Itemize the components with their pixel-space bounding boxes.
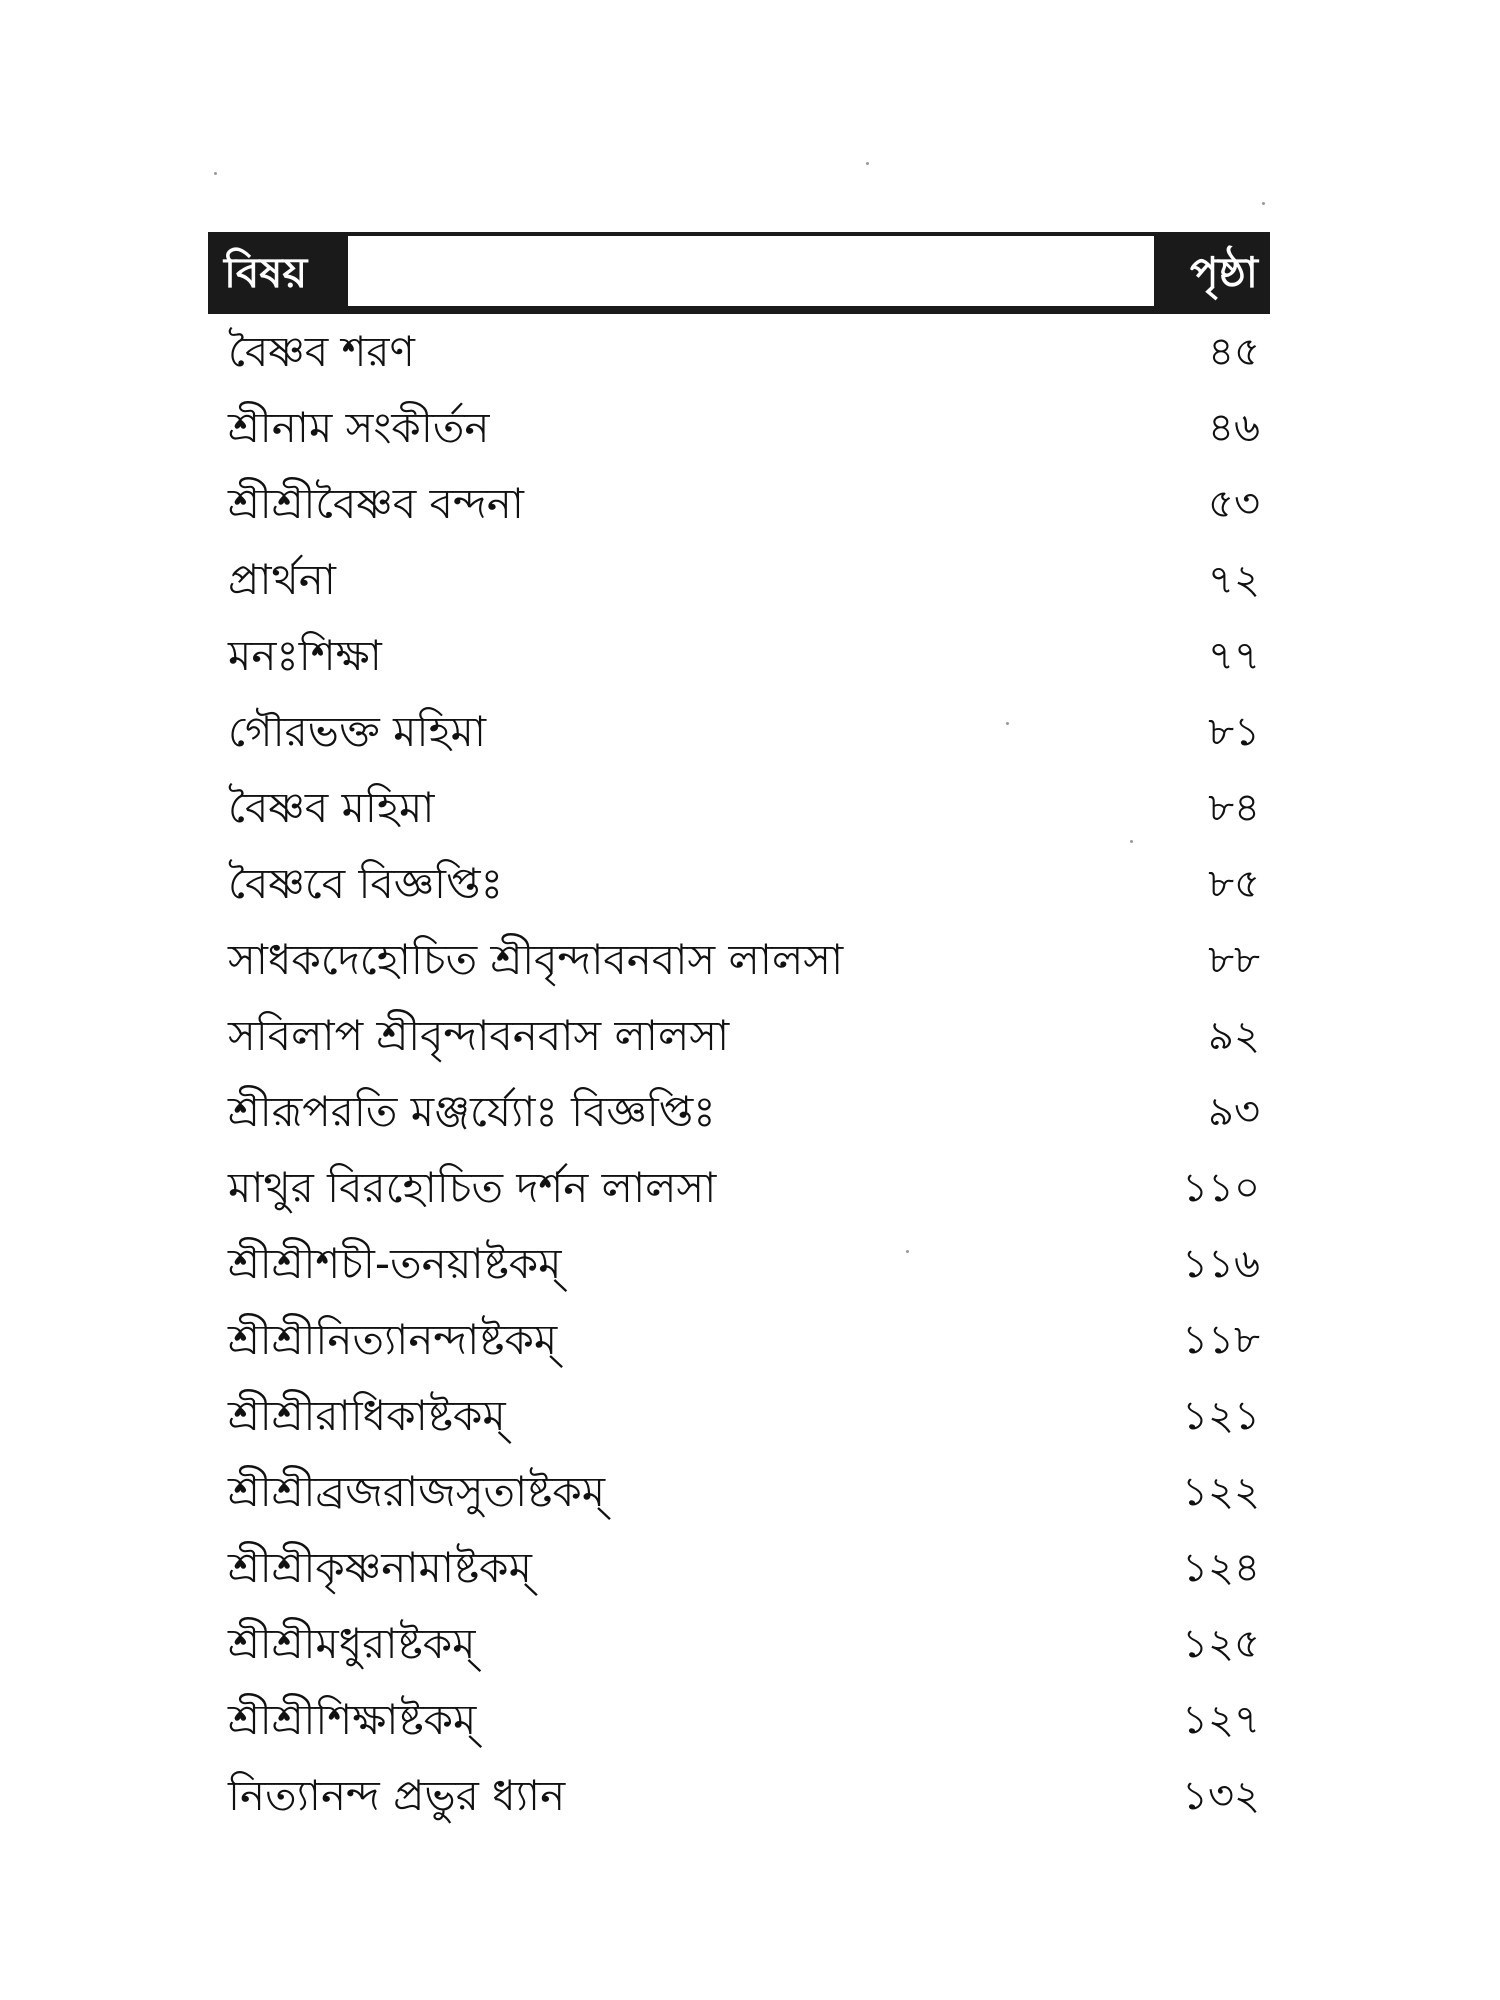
header-blank-panel bbox=[348, 236, 1154, 306]
toc-entry-title: বৈষ্ণবে বিজ্ঞপ্তিঃ bbox=[228, 859, 503, 908]
table-of-contents bbox=[208, 232, 1270, 1834]
toc-entry-title: সবিলাপ শ্রীবৃন্দাবনবাস লালসা bbox=[228, 1011, 730, 1060]
toc-entry-page-number: ৮১ bbox=[1208, 709, 1260, 755]
toc-entry bbox=[208, 1454, 1270, 1530]
toc-entry bbox=[208, 922, 1270, 998]
toc-entry bbox=[208, 846, 1270, 922]
toc-entry bbox=[208, 1758, 1270, 1834]
toc-entry-title: শ্রীশ্রীশিক্ষাষ্টকম্ bbox=[228, 1695, 477, 1744]
page-column-heading: পৃষ্ঠা bbox=[1189, 248, 1258, 297]
toc-entry-title: মনঃশিক্ষা bbox=[228, 631, 382, 680]
toc-entry-title: সাধকদেহোচিত শ্রীবৃন্দাবনবাস লালসা bbox=[228, 935, 844, 984]
toc-entry-title: শ্রীশ্রীনিত্যানন্দাষ্টকম্ bbox=[228, 1315, 558, 1364]
toc-entry bbox=[208, 770, 1270, 846]
toc-entry-title: বৈষ্ণব শরণ bbox=[228, 327, 415, 376]
toc-entry bbox=[208, 390, 1270, 466]
toc-entry-page-number: ১৩২ bbox=[1182, 1773, 1260, 1819]
toc-header-bar bbox=[208, 232, 1270, 314]
toc-entry-title: মাথুর বিরহোচিত দর্শন লালসা bbox=[228, 1163, 717, 1212]
toc-entry-page-number: ৪৫ bbox=[1208, 329, 1260, 375]
toc-entry bbox=[208, 1378, 1270, 1454]
toc-entry-page-number: ৫৩ bbox=[1208, 481, 1260, 527]
toc-entry bbox=[208, 542, 1270, 618]
scan-speck bbox=[214, 172, 217, 175]
toc-entry-title: শ্রীনাম সংকীর্তন bbox=[228, 403, 490, 452]
toc-entry-page-number: ৯৩ bbox=[1208, 1089, 1260, 1135]
toc-entry-title: বৈষ্ণব মহিমা bbox=[228, 783, 435, 832]
toc-entry bbox=[208, 1682, 1270, 1758]
toc-entry bbox=[208, 618, 1270, 694]
toc-entry bbox=[208, 1226, 1270, 1302]
scan-speck bbox=[1262, 202, 1265, 205]
toc-entry-title: শ্রীশ্রীব্রজরাজসুতাষ্টকম্ bbox=[228, 1467, 606, 1516]
subject-column-heading: বিষয় bbox=[224, 248, 308, 297]
toc-entry-page-number: ১২৪ bbox=[1182, 1545, 1260, 1591]
scan-speck bbox=[866, 162, 869, 165]
toc-entry bbox=[208, 1302, 1270, 1378]
toc-entry-page-number: ১২১ bbox=[1182, 1393, 1260, 1439]
toc-entry-title: শ্রীশ্রীশচী-তনয়াষ্টকম্ bbox=[228, 1239, 562, 1288]
toc-entry bbox=[208, 998, 1270, 1074]
toc-entry bbox=[208, 1530, 1270, 1606]
toc-entry bbox=[208, 466, 1270, 542]
toc-entry bbox=[208, 1150, 1270, 1226]
toc-entry-page-number: ১২২ bbox=[1182, 1469, 1260, 1515]
toc-entry-title: নিত্যানন্দ প্রভুর ধ্যান bbox=[228, 1771, 566, 1820]
toc-entry-title: শ্রীরূপরতি মঞ্জর্য্যোঃ বিজ্ঞপ্তিঃ bbox=[228, 1087, 716, 1136]
toc-entry-page-number: ৮৪ bbox=[1208, 785, 1260, 831]
toc-entry-page-number: ৪৬ bbox=[1208, 405, 1260, 451]
toc-entry-title: শ্রীশ্রীরাধিকাষ্টকম্ bbox=[228, 1391, 506, 1440]
toc-entry-page-number: ৯২ bbox=[1208, 1013, 1260, 1059]
toc-entry-list bbox=[208, 314, 1270, 1834]
toc-entry-page-number: ১২৫ bbox=[1182, 1621, 1260, 1667]
toc-entry-page-number: ৮৮ bbox=[1208, 937, 1260, 983]
toc-entry bbox=[208, 694, 1270, 770]
toc-entry-title: প্রার্থনা bbox=[228, 555, 336, 604]
toc-entry bbox=[208, 1606, 1270, 1682]
toc-entry-page-number: ৮৫ bbox=[1208, 861, 1260, 907]
toc-entry-title: গৌরভক্ত মহিমা bbox=[228, 707, 487, 756]
toc-entry-page-number: ১২৭ bbox=[1182, 1697, 1260, 1743]
toc-entry-page-number: ৭২ bbox=[1207, 557, 1260, 603]
toc-entry-page-number: ৭৭ bbox=[1207, 633, 1260, 679]
toc-entry-title: শ্রীশ্রীবৈষ্ণব বন্দনা bbox=[228, 479, 524, 528]
toc-entry-title: শ্রীশ্রীকৃষ্ণনামাষ্টকম্ bbox=[228, 1543, 532, 1592]
toc-entry bbox=[208, 1074, 1270, 1150]
toc-entry-title: শ্রীশ্রীমধুরাষ্টকম্ bbox=[228, 1619, 476, 1668]
toc-entry bbox=[208, 314, 1270, 390]
toc-entry-page-number: ১১৬ bbox=[1182, 1241, 1260, 1287]
toc-entry-page-number: ১১০ bbox=[1182, 1165, 1260, 1211]
toc-entry-page-number: ১১৮ bbox=[1182, 1317, 1260, 1363]
